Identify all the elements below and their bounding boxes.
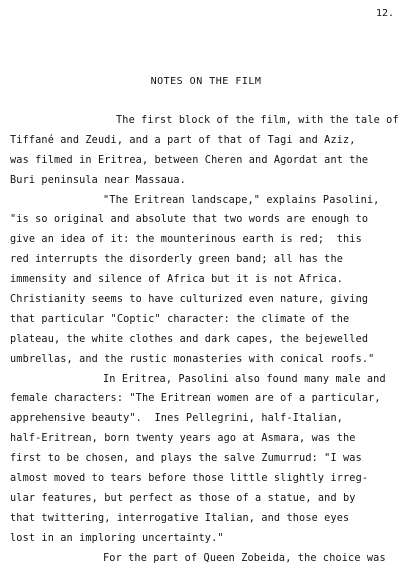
text-line: ular features, but perfect as those of a statue, and by — [10, 492, 356, 504]
page-number: 12. — [375, 8, 394, 19]
text-line: was filmed in Eritrea, between Cheren and Agordat ant the — [10, 154, 369, 166]
text-line: Christianity seems to have culturized even nature, giving — [10, 294, 369, 306]
text-line: that twittering, interrogative Italian, and those eyes — [10, 512, 350, 524]
text-line: apprehensive beauty". Ines Pellegrini, half-Italian, — [10, 413, 344, 425]
section-heading: NOTES ON THE FILM — [150, 76, 262, 87]
text-line: half-Eritrean, born twenty years ago at Asmara, was the — [10, 433, 356, 445]
text-line: that particular "Coptic" character: the climate of the — [10, 313, 350, 325]
text-line: red interrupts the disorderly green band; all has the — [10, 254, 344, 266]
text-line: umbrellas, and the rustic monasteries with conical roofs." — [10, 353, 375, 365]
text-line: "is so original and absolute that two words are enough to — [10, 214, 369, 226]
text-line: Buri peninsula near Massaua. — [10, 174, 186, 186]
text-line: almost moved to tears before those little slightly irreg- — [10, 473, 369, 485]
text-line: lost in an imploring uncertainty." — [10, 532, 224, 544]
body-text — [0, 111, 412, 568]
text-line: In Eritrea, Pasolini also found many male and — [103, 373, 386, 385]
text-line: first to be chosen, and plays the salve Zumurrud: "I was — [10, 453, 362, 465]
text-line: female characters: "The Eritrean women are of a particular, — [10, 393, 381, 405]
text-line: plateau, the white clothes and dark capes, the bejewelled — [10, 333, 369, 345]
text-line: For the part of Queen Zobeida, the choice was — [103, 552, 386, 564]
text-line: give an idea of it: the mounterinous earth is red; this — [10, 234, 362, 246]
text-line: Tiffané and Zeudi, and a part of that of Tagi and Aziz, — [10, 134, 356, 146]
text-line: "The Eritrean landscape," explains Pasolini, — [103, 194, 380, 206]
text-line: immensity and silence of Africa but it is not Africa. — [10, 274, 344, 286]
text-line: The first block of the film, with the tale of — [116, 115, 399, 126]
